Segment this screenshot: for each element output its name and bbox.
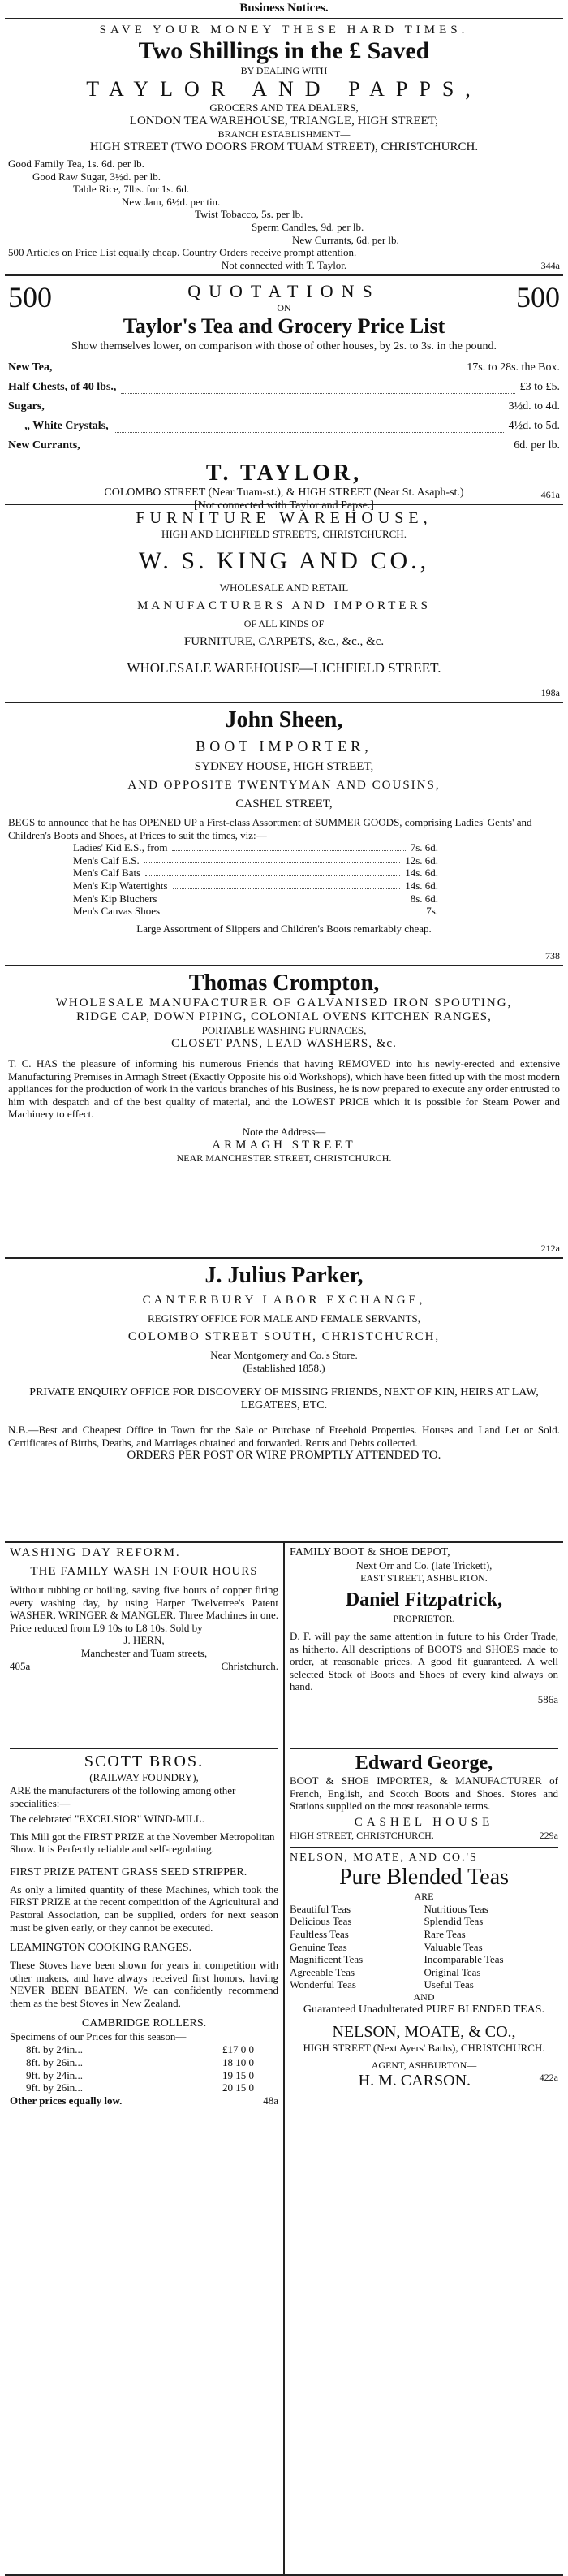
scott-prize-body: As only a limited quantity of these Machines, which took the FIRST PRIZE at the recent competition of the Agricultural and Pastoral Association, can be supplied, orders for next season must be given early, or they cannot be executed. — [10, 1882, 278, 1934]
scott-footer: Other prices equally low. — [10, 2094, 123, 2107]
item-name: New Currants, — [8, 439, 80, 452]
roller-price: 19 15 0 — [222, 2068, 254, 2081]
item-price: 6d. per lb. — [514, 439, 560, 452]
boot-body: D. F. will pay the same attention in future to his Order Trade, as hitherto. All descriptions of BOOTS and SHOES made to order, at reasonable prices. A good fit guaranteed. A well selected Stock of Boots and Shoes of every kind always on hand. — [290, 1630, 558, 1693]
tea-right: Valuable Teas — [424, 1940, 483, 1953]
right-column — [285, 1543, 563, 2574]
roller-row — [26, 2081, 254, 2094]
ad4-item-row — [73, 841, 438, 854]
george-house: CASHEL HOUSE — [354, 1815, 494, 1829]
roller-price: £17 0 0 — [222, 2043, 254, 2056]
ad-washing-day — [10, 1546, 278, 1749]
ad4-opposite: AND OPPOSITE TWENTYMAN AND COUSINS, — [127, 779, 441, 792]
ad5-body: T. C. HAS the pleasure of informing his numerous Friends that having REMOVED into his newly-erected and extensive Manufacturing Premises in Armagh Street (Exactly Opposite his old Workshops), which have been fitted up with the most modern appliances for the production of work in the various branches of his Business, he is now prepared to execute any order entrusted to him with despatch and of the best quality of material, and the LOWEST PRICE which it is possible for Steam Power and Machinery to effect. — [8, 1057, 560, 1121]
scott-number: 48a — [263, 2094, 278, 2107]
scott-name: SCOTT BROS. — [84, 1753, 204, 1770]
item-price: £3 to £5. — [519, 381, 560, 393]
scott-prize-title: FIRST PRIZE PATENT GRASS SEED STRIPPER. — [10, 1861, 278, 1880]
teas-intro: NELSON, MOATE, AND CO.'S — [290, 1851, 478, 1864]
ad6-registry: REGISTRY OFFICE FOR MALE AND FEMALE SERVANTS, — [148, 1312, 420, 1325]
ad4-items — [8, 841, 560, 918]
wash-address: Manchester and Tuam streets, — [80, 1647, 208, 1660]
ad3-location: HIGH AND LICHFIELD STREETS, CHRISTCHURCH. — [161, 528, 407, 540]
ad4-item-row — [73, 867, 438, 880]
ad5-line4: CLOSET PANS, LEAD WASHERS, &c. — [171, 1037, 397, 1050]
teas-company: NELSON, MOATE, & CO., — [332, 2022, 516, 2041]
ad2-address: COLOMBO STREET (Near Tuam-st.), & HIGH STREET (Near St. Asaph-st.) — [104, 486, 464, 499]
item-name: Half Chests, of 40 lbs., — [8, 381, 117, 393]
ad1-headline: Two Shillings in the £ Saved — [138, 37, 430, 64]
tea-left: Faultless Teas — [290, 1927, 349, 1940]
boot-number: 586a — [537, 1692, 558, 1705]
ad6-exchange: CANTERBURY LABOR EXCHANGE, — [142, 1294, 426, 1307]
tea-pair — [290, 1915, 558, 1928]
ad1-branch: BRANCH ESTABLISHMENT— — [217, 128, 351, 140]
wash-headline: THE FAMILY WASH IN FOUR HOURS — [30, 1565, 258, 1578]
ad4-item-row — [73, 893, 438, 905]
roller-size: 9ft. by 24in... — [26, 2068, 84, 2081]
boot-street: EAST STREET, ASHBURTON. — [360, 1572, 488, 1584]
wash-city: Christchurch. — [221, 1660, 278, 1673]
tea-right: Splendid Teas — [424, 1915, 484, 1928]
tea-right: Nutritious Teas — [424, 1902, 488, 1915]
ad5-name: Thomas Crompton, — [188, 970, 380, 996]
ad-john-sheen — [5, 703, 563, 966]
ad5-line2: RIDGE CAP, DOWN PIPING, COLONIAL OVENS KITCHEN RANGES, — [76, 1010, 492, 1023]
scott-ranges-body: These Stoves have been shown for years in competition with other makers, and have always received first honors, having NEVER BEEN BEATEN. We can confidently recommend them as the best Stoves in New Zealand. — [10, 1958, 278, 2009]
roller-row — [26, 2056, 254, 2069]
tea-pair — [290, 1966, 558, 1979]
ad2-quotations: QUOTATIONS — [187, 280, 381, 301]
ad3-title: FURNITURE WAREHOUSE, — [136, 509, 432, 527]
item-name: Men's Kip Bluchers — [73, 892, 157, 905]
ad3-name: W. S. KING AND CO., — [138, 547, 430, 574]
item-price: 14s. 6d. — [405, 867, 438, 880]
ad1-price-item: Sperm Candles, 9d. per lb. — [252, 220, 364, 233]
item-name: Men's Calf E.S. — [73, 854, 140, 867]
item-price: 7s. 6d. — [410, 841, 438, 854]
item-price: 17s. to 28s. the Box. — [467, 361, 560, 374]
roller-price: 18 10 0 — [222, 2055, 254, 2068]
ad2-on: ON — [277, 301, 291, 313]
ad-edward-george — [290, 1753, 558, 1848]
ad1-price-list — [8, 158, 560, 246]
ad2-right-number: 500 — [516, 281, 560, 313]
ad4-body: BEGS to announce that he has OPENED UP a First-class Assortment of SUMMER GOODS, comprising Ladies' Gents' and Children's Boots and Shoes, at Prices to suit the times, viz:— — [8, 816, 532, 841]
scott-ranges-title: LEAMINGTON COOKING RANGES. — [10, 1942, 192, 1955]
ad3-line3: OF ALL KINDS OF — [243, 618, 325, 629]
roller-size: 8ft. by 26in... — [26, 2055, 84, 2068]
teas-number: 422a — [539, 2071, 558, 2083]
ad2-item-row — [8, 397, 560, 417]
ad4-item-row — [73, 880, 438, 893]
tea-left: Wonderful Teas — [290, 1978, 356, 1991]
ad6-private: PRIVATE ENQUIRY OFFICE FOR DISCOVERY OF MISSING FRIENDS, NEXT OF KIN, HEIRS AT LAW, LEGATEES, ETC. — [29, 1386, 539, 1411]
ad2-number: 461a — [540, 489, 560, 500]
ad1-price-item: Table Rice, 7lbs. for 1s. 6d. — [73, 183, 190, 196]
two-column-section — [5, 1543, 563, 2576]
item-name: „ White Crystals, — [24, 420, 109, 432]
george-street: HIGH STREET, CHRISTCHURCH. — [290, 1829, 434, 1841]
boot-role: PROPRIETOR. — [393, 1613, 455, 1624]
ad4-name: John Sheen, — [225, 707, 343, 733]
ad1-top-line: SAVE YOUR MONEY THESE HARD TIMES. — [99, 24, 469, 37]
george-name: Edward George, — [355, 1753, 493, 1774]
ad2-items — [8, 358, 560, 456]
ad-julius-parker — [5, 1259, 563, 1543]
ad-scott-bros — [10, 1753, 278, 2112]
tea-left: Agreeable Teas — [290, 1965, 355, 1978]
ad-taylor-price-list — [5, 276, 563, 512]
tea-left: Delicious Teas — [290, 1915, 352, 1928]
roller-row — [26, 2043, 254, 2056]
ad1-price-item: Good Family Tea, 1s. 6d. per lb. — [8, 158, 144, 170]
ad1-warehouse: LONDON TEA WAREHOUSE, TRIANGLE, HIGH STREET; — [129, 115, 439, 128]
tea-right: Incomparable Teas — [424, 1953, 504, 1966]
scott-rollers-title: CAMBRIDGE ROLLERS. — [81, 2017, 207, 2030]
teas-list — [290, 1903, 558, 1991]
item-price: 7s. — [426, 905, 438, 918]
ad1-trade: GROCERS AND TEA DEALERS, — [209, 102, 359, 114]
roller-size: 8ft. by 24in... — [26, 2043, 84, 2056]
ad2-item-row — [8, 436, 560, 456]
section-header: Business Notices. — [5, 0, 563, 19]
ad2-note: [Not connected with Taylor and Papse.] — [194, 499, 374, 512]
george-number: 229a — [539, 1829, 558, 1841]
ad5-line1: WHOLESALE MANUFACTURER OF GALVANISED IRON SPOUTING, — [55, 996, 513, 1009]
teas-agent-name: H. M. CARSON. — [358, 2071, 471, 2090]
teas-agent: AGENT, ASHBURTON— — [371, 2059, 477, 2071]
ad3-number: 198a — [540, 687, 560, 698]
tea-right: Useful Teas — [424, 1978, 474, 1991]
tea-pair — [290, 1928, 558, 1941]
ad5-street: ARMAGH STREET — [212, 1138, 356, 1152]
ad5-number: 212a — [540, 1243, 560, 1254]
tea-left: Magnificent Teas — [290, 1953, 364, 1966]
ad3-line2: MANUFACTURERS AND IMPORTERS — [137, 599, 431, 612]
ad3-wholesale: WHOLESALE WAREHOUSE—LICHFIELD STREET. — [127, 660, 441, 676]
ad1-note: Not connected with T. Taylor. — [221, 259, 347, 272]
wash-seller: J. HERN, — [123, 1634, 165, 1647]
teas-headline: Pure Blended Teas — [338, 1864, 510, 1890]
scott-rollers-intro: Specimens of our Prices for this season— — [10, 2030, 187, 2043]
item-name: Men's Calf Bats — [73, 867, 141, 880]
ad4-footer: Large Assortment of Slippers and Children's Boots remarkably cheap. — [136, 922, 432, 935]
item-name: Men's Kip Watertights — [73, 879, 168, 892]
teas-are: ARE — [414, 1890, 434, 1902]
ad4-house: SYDNEY HOUSE, HIGH STREET, — [194, 760, 374, 773]
ad1-by: BY DEALING WITH — [240, 65, 328, 76]
ad1-price-item: Good Raw Sugar, 3½d. per lb. — [32, 170, 161, 183]
ad6-established: (Established 1858.) — [243, 1362, 325, 1374]
ad1-number: 344a — [540, 260, 560, 271]
ad2-headline: Taylor's Tea and Grocery Price List — [123, 314, 445, 338]
item-price: 14s. 6d. — [405, 879, 438, 892]
boot-title: FAMILY BOOT & SHOE DEPOT, — [290, 1546, 450, 1558]
teas-address: HIGH STREET (Next Ayers' Baths), CHRISTCHURCH. — [303, 2041, 545, 2054]
ad5-near: NEAR MANCHESTER STREET, CHRISTCHURCH. — [176, 1152, 392, 1164]
item-name: Sugars, — [8, 400, 45, 413]
wash-body: Without rubbing or boiling, saving five hours of copper firing every washing day, by using Harper Twelvetree's Patent WASHER, WRINGER & MANGLER. Three Machines in one. Price reduced from L9 10s to L8 10s. Sold by — [10, 1584, 278, 1634]
tea-left: Beautiful Teas — [290, 1902, 351, 1915]
tea-right: Original Teas — [424, 1965, 481, 1978]
ad4-trade: BOOT IMPORTER, — [196, 738, 372, 754]
ad5-note: Note the Address— — [242, 1125, 326, 1138]
item-name: Men's Canvas Shoes — [73, 905, 161, 918]
item-price: 3½d. to 4d. — [508, 400, 560, 413]
tea-pair — [290, 1941, 558, 1954]
wash-title: WASHING DAY REFORM. — [10, 1546, 181, 1559]
ad6-nb: N.B.—Best and Cheapest Office in Town for the Sale or Purchase of Freehold Properties. Houses and Land Let or Sold. Certificates of Births, Deaths, and Marriages obtained and forwarded. Rents and Debts collected. — [8, 1424, 560, 1449]
item-name: Ladies' Kid E.S., from — [73, 841, 168, 854]
scott-windmill: The celebrated "EXCELSIOR" WIND-MILL. — [10, 1813, 204, 1826]
scott-foundry: (RAILWAY FOUNDRY), — [89, 1771, 199, 1783]
left-column — [5, 1543, 285, 2574]
boot-name: Daniel Fitzpatrick, — [345, 1589, 503, 1610]
ad1-footer: 500 Articles on Price List equally cheap. Country Orders receive prompt attention. — [8, 246, 357, 259]
ad-taylor-papps — [5, 19, 563, 276]
ad4-street: CASHEL STREET, — [235, 797, 333, 810]
ad2-item-row — [8, 358, 560, 378]
item-price: 12s. 6d. — [405, 854, 438, 867]
ad-furniture-warehouse — [5, 505, 563, 703]
tea-pair — [290, 1978, 558, 1991]
tea-pair — [290, 1953, 558, 1966]
boot-next: Next Orr and Co. (late Trickett), — [355, 1559, 493, 1571]
ad-family-boot-depot — [290, 1546, 558, 1749]
roller-price: 20 15 0 — [222, 2081, 254, 2094]
ad3-line4: FURNITURE, CARPETS, &c., &c., &c. — [183, 635, 385, 648]
roller-size: 9ft. by 26in... — [26, 2081, 84, 2094]
teas-guaranteed: Guaranteed Unadulterated PURE BLENDED TEAS. — [303, 2003, 545, 2016]
ad4-item-row — [73, 905, 438, 918]
item-price: 4½d. to 5d. — [508, 420, 560, 432]
ad1-price-item: Twist Tobacco, 5s. per lb. — [195, 208, 303, 221]
ad4-number: 738 — [545, 950, 560, 962]
roller-row — [26, 2069, 254, 2082]
wash-number: 405a — [10, 1660, 31, 1673]
ad6-near: Near Montgomery and Co.'s Store. — [210, 1349, 358, 1361]
ad3-line1: WHOLESALE AND RETAIL — [219, 581, 349, 594]
scott-body: This Mill got the FIRST PRIZE at the November Metropolitan Show. It is Perfectly reliable and self-regulating. — [10, 1830, 275, 1856]
item-price: 8s. 6d. — [410, 892, 438, 905]
ad1-price-item: New Currants, 6d. per lb. — [292, 233, 399, 246]
ad2-intro: Show themselves lower, on comparison with those of other houses, by 2s. to 3s. in the pound. — [71, 340, 497, 352]
scott-intro: ARE the manufacturers of the following among other specialities:— — [10, 1784, 236, 1809]
item-name: New Tea, — [8, 361, 53, 374]
ad1-address: HIGH STREET (TWO DOORS FROM TUAM STREET), CHRISTCHURCH. — [89, 140, 479, 153]
ad2-item-row — [8, 417, 560, 436]
george-body: BOOT & SHOE IMPORTER, & MANUFACTURER of French, English, and Scotch Boots and Shoes. Stores and Stations supplied on the most reasonable terms. — [290, 1774, 558, 1813]
ad6-orders: ORDERS PER POST OR WIRE PROMPTLY ATTENDED TO. — [127, 1449, 441, 1463]
ad1-price-item: New Jam, 6½d. per tin. — [122, 195, 221, 208]
ad-blended-teas — [290, 1852, 558, 2095]
tea-right: Rare Teas — [424, 1927, 466, 1940]
ad2-left-number: 500 — [8, 281, 52, 313]
ad4-item-row — [73, 854, 438, 867]
ad5-line3: PORTABLE WASHING FURNACES, — [201, 1024, 367, 1036]
ad-thomas-crompton — [5, 966, 563, 1259]
ad6-street: COLOMBO STREET SOUTH, CHRISTCHURCH, — [127, 1330, 441, 1343]
tea-pair — [290, 1903, 558, 1916]
teas-and: AND — [413, 1990, 435, 2003]
ad6-name: J. Julius Parker, — [204, 1263, 364, 1288]
ad2-item-row — [8, 378, 560, 397]
ad2-name: T. TAYLOR, — [205, 460, 363, 486]
tea-left: Genuine Teas — [290, 1940, 347, 1953]
ad1-name: TAYLOR AND PAPPS, — [86, 77, 482, 101]
scott-rollers-list — [10, 2043, 278, 2094]
